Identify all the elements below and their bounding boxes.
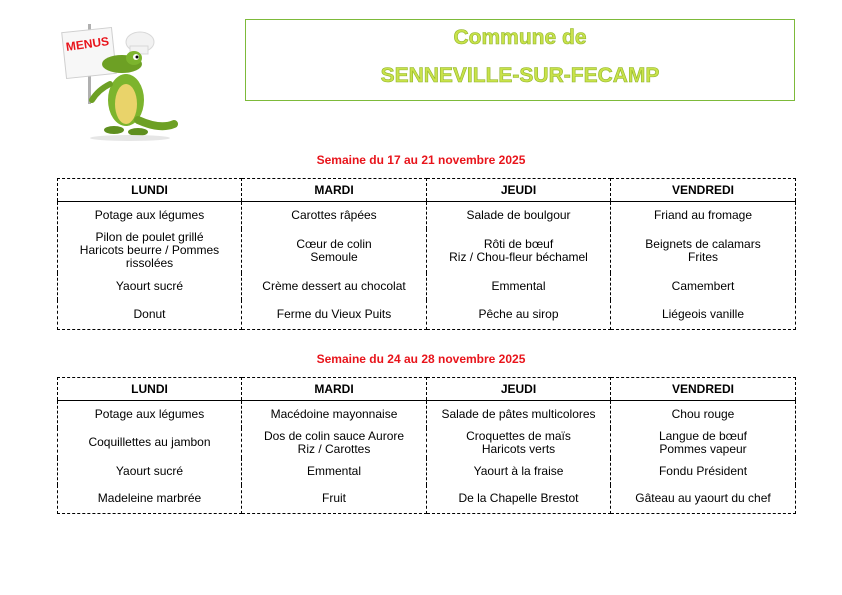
menu-cell: [58, 202, 242, 229]
menu-cell: [58, 458, 242, 485]
menu-cell: [58, 300, 242, 330]
menu-cell: [611, 229, 796, 273]
day-header-vendredi: VENDREDI: [611, 378, 796, 401]
menu-cell: [242, 229, 427, 273]
dish-text: Dos de colin sauce Aurore: [263, 428, 405, 443]
menu-cell: [611, 458, 796, 485]
dish-text: Camembert: [671, 278, 735, 293]
dish-text: Ferme du Vieux Puits: [276, 306, 392, 321]
week2-header-row: [58, 378, 796, 401]
week2-title: Semaine du 24 au 28 novembre 2025: [316, 352, 526, 366]
menu-cell: [242, 300, 427, 330]
dish-text: Fruit: [322, 491, 346, 506]
menu-cell: [611, 485, 796, 514]
day-header-mardi: MARDI: [242, 179, 427, 202]
menu-row: [58, 458, 796, 485]
menu-cell: [611, 273, 796, 300]
dish-text: Potage aux légumes: [94, 207, 205, 222]
menu-cell: [242, 428, 427, 458]
dish-text: Rôti de bœuf: [483, 236, 554, 251]
dish-text: Pommes vapeur: [659, 441, 747, 456]
dish-text: Pêche au sirop: [478, 306, 559, 321]
menu-cell: [427, 273, 611, 300]
menu-cell: [611, 202, 796, 229]
dish-text: Gâteau au yaourt du chef: [635, 491, 771, 506]
dish-text: De la Chapelle Brestot: [458, 491, 579, 506]
menu-cell: [58, 401, 242, 428]
day-header-mardi: MARDI: [242, 378, 427, 401]
dish-text: Madeleine marbrée: [97, 491, 202, 506]
dish-text: Friand au fromage: [653, 207, 753, 222]
title-town: SENNEVILLE-SUR-FECAMP: [380, 64, 660, 87]
dish-text: Yaourt à la fraise: [473, 463, 564, 478]
dish-text: Haricots beurre / Pommes: [79, 243, 220, 257]
dish-text: Salade de boulgour: [466, 207, 571, 222]
day-header-lundi: LUNDI: [58, 179, 242, 202]
day-header-jeudi: JEUDI: [427, 378, 611, 401]
day-header-vendredi: VENDREDI: [611, 179, 796, 202]
dish-text: Crème dessert au chocolat: [262, 278, 406, 293]
dish-text: Salade de pâtes multicolores: [441, 406, 596, 421]
dish-text: Donut: [133, 306, 166, 321]
dish-text: Chou rouge: [671, 406, 735, 421]
menu-row: [58, 300, 796, 330]
dish-text: Langue de bœuf: [658, 428, 748, 443]
menu-cell: [427, 428, 611, 458]
menu-cell: [427, 458, 611, 485]
dish-text: Yaourt sucré: [115, 278, 184, 293]
menu-cell: [611, 300, 796, 330]
week1-title: Semaine du 17 au 21 novembre 2025: [316, 153, 526, 167]
dish-text: rissolées: [125, 256, 174, 270]
dish-text: Riz / Chou-fleur béchamel: [449, 249, 588, 264]
dish-text: Frites: [688, 249, 718, 264]
dish-text: Potage aux légumes: [94, 406, 205, 421]
menu-row: [58, 202, 796, 229]
menu-row: [58, 401, 796, 428]
day-header-lundi: LUNDI: [58, 378, 242, 401]
menu-cell: [58, 485, 242, 514]
menu-row: [58, 485, 796, 514]
dish-text: Coquillettes au jambon: [88, 435, 211, 449]
dish-text: Yaourt sucré: [115, 463, 184, 478]
dish-text: Fondu Président: [658, 463, 748, 478]
crocodile-mascot-icon: [60, 20, 180, 142]
week1-menu-table: [57, 178, 796, 330]
dish-text: Emmental: [306, 463, 362, 478]
dish-text: Cœur de colin: [296, 236, 372, 251]
dish-text: Pilon de poulet grillé: [95, 230, 204, 244]
menu-cell: [242, 401, 427, 428]
mascot-sign-text: MENUS: [65, 34, 110, 54]
menu-row: [58, 229, 796, 273]
menu-row: [58, 273, 796, 300]
menu-cell: [242, 458, 427, 485]
dish-text: Riz / Carottes: [297, 441, 371, 456]
menu-row: [58, 428, 796, 458]
menu-cell: [427, 202, 611, 229]
menu-cell: [58, 273, 242, 300]
week1-header-row: [58, 179, 796, 202]
menu-cell: [427, 300, 611, 330]
menu-cell: [58, 229, 242, 273]
dish-text: Liégeois vanille: [661, 306, 745, 321]
menu-cell: [427, 485, 611, 514]
week2-menu-table: [57, 377, 796, 514]
menu-cell: [242, 202, 427, 229]
menu-cell: [242, 273, 427, 300]
menu-cell: [242, 485, 427, 514]
dish-text: Carottes râpées: [291, 207, 377, 222]
dish-text: Haricots verts: [481, 441, 556, 456]
menu-cell: [58, 428, 242, 458]
dish-text: Semoule: [310, 249, 358, 264]
dish-text: Macédoine mayonnaise: [270, 406, 398, 421]
title-commune: Commune de: [453, 26, 587, 49]
menu-cell: [611, 428, 796, 458]
day-header-jeudi: JEUDI: [427, 179, 611, 202]
dish-text: Beignets de calamars: [645, 236, 761, 251]
dish-text: Emmental: [491, 278, 546, 293]
menu-cell: [611, 401, 796, 428]
menu-cell: [427, 229, 611, 273]
dish-text: Croquettes de maïs: [466, 428, 571, 443]
menu-cell: [427, 401, 611, 428]
title-box: [245, 19, 795, 101]
